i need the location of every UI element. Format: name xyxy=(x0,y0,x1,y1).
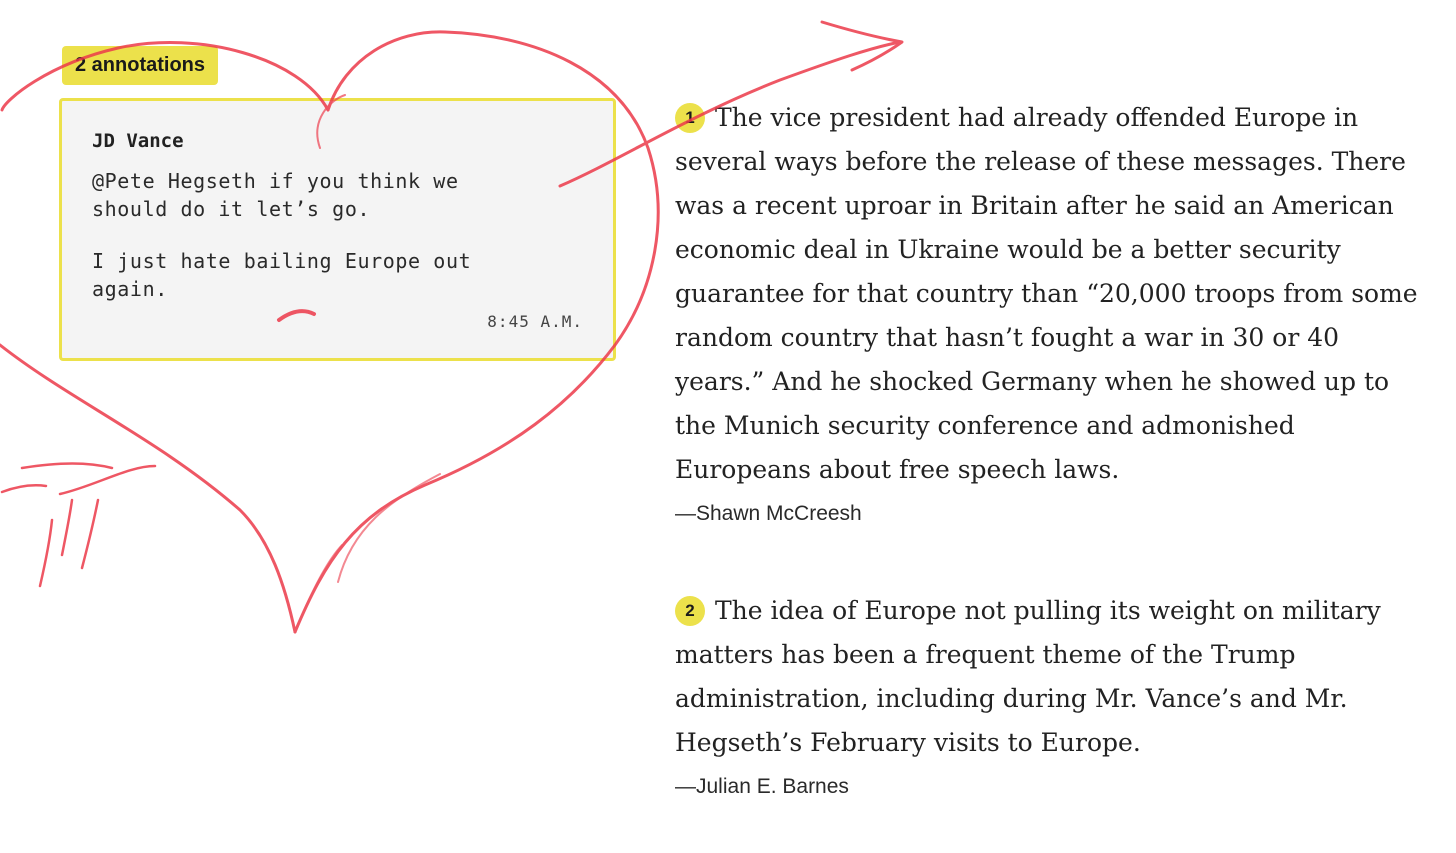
annotation-text xyxy=(675,96,1435,492)
annotation-author: —Shawn McCreesh xyxy=(675,502,862,525)
annotations-count-badge[interactable]: 2 annotations xyxy=(62,46,218,85)
annotation-text xyxy=(675,589,1435,765)
annotation-number-marker[interactable]: 1 xyxy=(675,103,705,133)
message-paragraph: @Pete Hegseth if you think we should do it let’s go. xyxy=(92,169,459,221)
message-card xyxy=(59,98,616,361)
annotation-1 xyxy=(675,96,1435,526)
annotation-number-marker[interactable]: 2 xyxy=(675,596,705,626)
annotation-2 xyxy=(675,589,1435,799)
annotation-body: The vice president had already offended Europe in several ways before the release of these messages. There was a recent uproar in Britain after he said an American economic deal in Ukraine would be a better security guarantee for that country than “20,000 troops from some random country that hasn’t fought a war in 30 or 40 years.” And he shocked Germany when he showed up to the Munich security conference and admonished Europeans about free speech laws. xyxy=(675,103,1418,484)
message-paragraph: I just hate bailing Europe out again. xyxy=(92,249,472,301)
annotation-author: —Julian E. Barnes xyxy=(675,775,849,798)
message-sender: JD Vance xyxy=(92,130,184,152)
message-timestamp: 8:45 A.M. xyxy=(487,312,583,331)
annotation-body: The idea of Europe not pulling its weight on military matters has been a frequent theme of the Trump administration, including during Mr. Vance’s and Mr. Hegseth’s February visits to Europe. xyxy=(675,596,1381,757)
